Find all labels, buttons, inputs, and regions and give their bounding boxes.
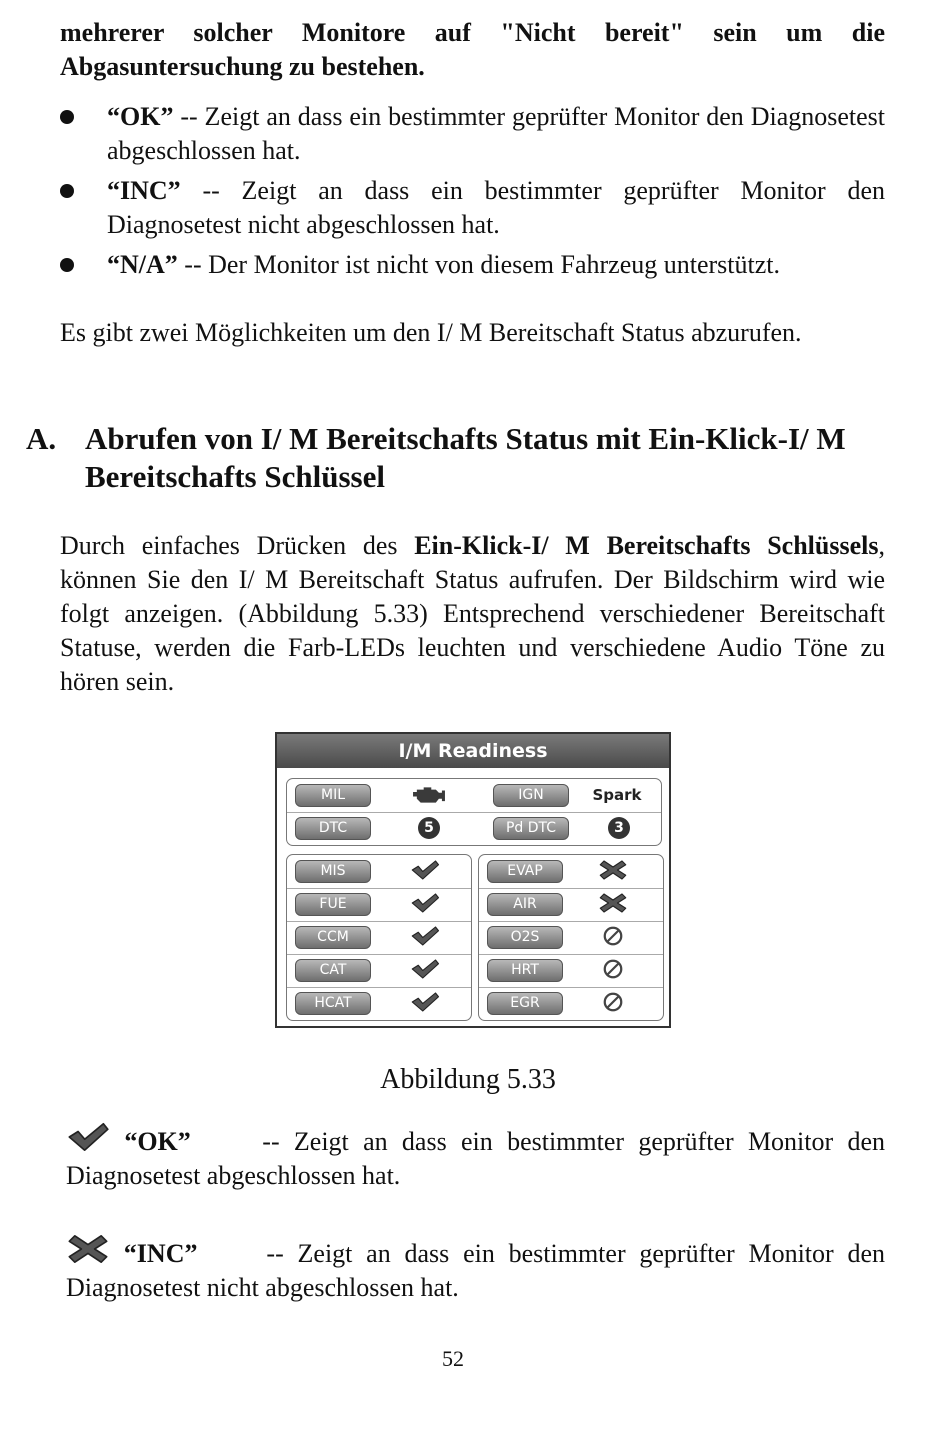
monitor-label: CCM	[295, 926, 371, 949]
pd-dtc-count: 3	[599, 815, 639, 843]
monitor-label: CAT	[295, 959, 371, 982]
ign-value: Spark	[592, 786, 642, 804]
monitor-label: HRT	[487, 959, 563, 982]
methods-text: Es gibt zwei Möglichkeiten um den I/ M Bereitschaft Status abzurufen.	[60, 318, 802, 347]
check-icon	[405, 990, 445, 1018]
legend-term: “OK”	[124, 1127, 191, 1156]
monitor-row	[479, 855, 663, 889]
bullet-dot	[60, 258, 74, 272]
not-available-icon	[593, 924, 633, 952]
key-name: Ein-Klick-I/ M Bereitschafts Schlüssels	[414, 531, 879, 560]
monitor-label: AIR	[487, 893, 563, 916]
not-available-icon	[593, 957, 633, 985]
bullet-term: “N/A”	[107, 250, 178, 279]
bullet-ok	[60, 100, 885, 168]
monitor-row	[479, 888, 663, 922]
legend-inc	[66, 1232, 885, 1305]
section-letter: A.	[26, 421, 57, 456]
right-monitor-panel	[478, 854, 664, 1021]
monitor-label: O2S	[487, 926, 563, 949]
body-part1: Durch einfaches Drücken des	[60, 531, 415, 560]
monitor-row	[287, 855, 471, 889]
monitor-row	[287, 987, 471, 1020]
screen-title: I/M Readiness	[277, 734, 669, 768]
summary-panel	[286, 778, 662, 846]
section-title: Abrufen von I/ M Bereitschafts Status mit Ein-Klick-I/ M Bereitschafts Schlüssel	[85, 421, 846, 494]
summary-row	[287, 779, 661, 813]
check-icon	[66, 1120, 110, 1154]
bullet-na	[60, 248, 885, 282]
monitor-label: FUE	[295, 893, 371, 916]
bullet-text: -- Zeigt an dass ein bestimmter geprüfter Monitor den Diagnosetest abgeschlossen hat.	[107, 102, 885, 165]
page-number: 52	[442, 1346, 464, 1371]
cross-icon	[593, 858, 633, 886]
left-monitor-panel	[286, 854, 472, 1021]
pd-dtc-label: Pd DTC	[493, 817, 569, 840]
check-icon	[405, 957, 445, 985]
figure-caption: Abbildung 5.33	[380, 1064, 556, 1095]
bullet-inc	[60, 174, 885, 242]
monitor-row	[479, 921, 663, 955]
summary-row	[287, 812, 661, 845]
monitor-label: EVAP	[487, 860, 563, 883]
monitor-row	[287, 954, 471, 988]
bullet-term: “OK”	[107, 102, 174, 131]
monitor-row	[479, 954, 663, 988]
cross-icon	[593, 891, 633, 919]
monitor-label: MIS	[295, 860, 371, 883]
check-icon	[405, 891, 445, 919]
monitor-label: EGR	[487, 992, 563, 1015]
bullet-dot	[60, 184, 74, 198]
status-bullet-list	[60, 100, 885, 288]
intro-text: mehrerer solcher Monitore auf "Nicht bereit" sein um die Abgasuntersuchung zu bestehen.	[60, 18, 885, 81]
ign-label: IGN	[493, 784, 569, 807]
legend-ok	[66, 1120, 885, 1193]
monitor-row	[287, 921, 471, 955]
legend-text: -- Zeigt an dass ein bestimmter geprüfter Monitor den Diagnosetest nicht abgeschlossen hat.	[66, 1239, 886, 1302]
monitor-label: HCAT	[295, 992, 371, 1015]
im-readiness-screen	[275, 732, 671, 1028]
dtc-count: 5	[409, 815, 449, 843]
not-available-icon	[593, 990, 633, 1018]
bullet-dot	[60, 110, 74, 124]
bullet-text: -- Der Monitor ist nicht von diesem Fahrzeug unterstützt.	[177, 250, 780, 279]
monitor-row	[287, 888, 471, 922]
bullet-text: -- Zeigt an dass ein bestimmter geprüfter Monitor den Diagnosetest nicht abgeschlossen hat.	[107, 176, 885, 239]
check-icon	[405, 858, 445, 886]
body-text	[60, 529, 885, 699]
monitor-row	[479, 987, 663, 1020]
engine-icon	[409, 782, 449, 810]
bullet-term: “INC”	[107, 176, 181, 205]
legend-term: “INC”	[123, 1239, 198, 1268]
check-icon	[405, 924, 445, 952]
cross-icon	[66, 1232, 110, 1266]
dtc-label: DTC	[295, 817, 371, 840]
section-heading	[26, 420, 896, 496]
body-part2: , können Sie den I/ M Bereitschaft Status aufrufen. Der Bildschirm wird wie folgt anzeigen. (Abbildung 5.33) Entsprechend verschiedener Bereitschaft Statuse, werden die Farb-LEDs leuchten und verschiedene Audio Töne zu hören sein.	[60, 531, 885, 696]
legend-text: -- Zeigt an dass ein bestimmter geprüfter Monitor den Diagnosetest abgeschlossen hat.	[66, 1127, 886, 1190]
mil-label: MIL	[295, 784, 371, 807]
